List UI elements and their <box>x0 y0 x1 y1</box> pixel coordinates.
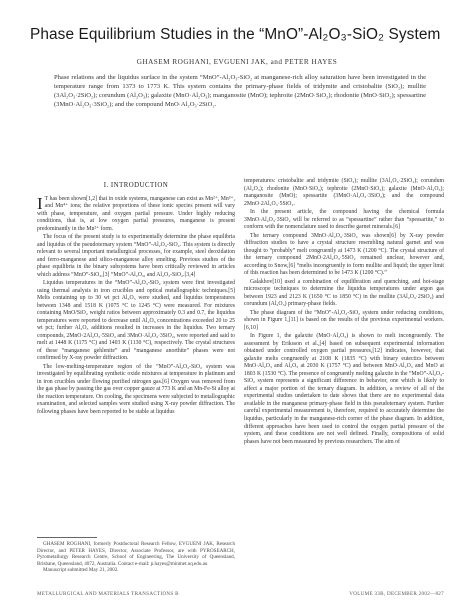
journal-footer: METALLURGICAL AND MATERIALS TRANSACTIONS B <box>37 591 179 597</box>
abstract: Phase relations and the liquidus surface in the system “MnO”-Al₂O₃-SiO₂ at manganese-rich alloy saturation have been investigated in the temperature range from 1373 to 1773 K. This system contains the primary-phase fields of tridymite and cristobalite (SiO₂); mullite (3Al₂O₃·2SiO₂); corundum (Al₂O₃); galaxite (MnO·Al₂O₃); manganosite (MnO); tephroite (2MnO·SiO₂); rhodonite (MnO·SiO₂); spessartine (3MnO·Al₂O₃·3SiO₂); and the compound MnO·Al₂O₃·2SiO₂. <box>54 74 426 108</box>
intro-paragraph-3: Liquidus temperatures in the “MnO”-Al₂O₃-SiO₂ system were first investigated using thermal analysis in iron crucibles and optical metallographic techniques.[5] Melts containing up to 30 wt pct Al₂O₃ were studied, and liquidus temperatures between 1348 and 1518 K (1075 °C to 1245 °C) were measured. For mixtures containing MnO/SiO₂ weight ratios between approximately 0.3 and 0.7, the liquidus temperatures were reported to decrease until Al₂O₃ concentrations exceeded 20 to 25 wt pct; further Al₂O₃ additions resulted in increases in the liquidus. Two ternary compounds, 2MnO·2Al₂O₃·5SiO₂ and 3MnO·Al₂O₃·3SiO₂, were reported and said to melt at 1448 K (1175 °C) and 1403 K (1130 °C), respectively. The crystal structures of these “manganese gehlenite” and “manganese anorthite” phases were not confirmed by X-ray powder diffraction. <box>37 280 235 362</box>
left-column <box>37 182 235 417</box>
section-heading-introduction: I. INTRODUCTION <box>103 182 169 189</box>
intro-paragraph-4: The low-melting-temperature region of the “MnO”-Al₂O₃-SiO₂ system was investigated by equilibrating synthetic oxide mixtures at temperature in platinum and in iron crucibles under flowing purified nitrogen gas.[6] Oxygen was removed from the gas phase by passing the gas over copper gauze at 773 K and an Mn-Fe-Si alloy at the reaction temperature. On cooling, the specimens were subjected to metallographic examination, and selected samples were studied using X-ray powder diffraction. The following phases have been reported to be stable at liquidus <box>37 363 235 415</box>
drop-cap: I <box>37 193 43 213</box>
intro-paragraph-1: I T has been shown[1,2] that in oxide systems, manganese can exist as Mn²⁺, Mn³⁺, and Mn⁴⁺ ions; the relative proportions of these ionic species present will vary with phase, temperature, and oxygen partial pressure. Under highly reducing conditions, that is, at low oxygen partial pressures, manganese is present predominantly in the Mn²⁺ form. <box>37 193 235 232</box>
intro-paragraph-2: The focus of the present study is to experimentally determine the phase equilibria and liquidus of the pseudoternary system “MnO”-Al₂O₃-SiO₂. This system is directly relevant to several important metallurgical processes, for example, steel deoxidation and ferro-manganese and silico-manganese alloy smelting. Previous studies of the phase equilibria in the binary subsystems have been critically reviewed in articles which address “MnO”-SiO₂,[3] “MnO”-Al₂O₃, and Al₂O₃-SiO₂.[3,4] <box>37 234 235 278</box>
body-paragraph-6: In Figure 1, the galaxite (MnO·Al₂O₃) is shown to melt incongruently. The assessment by Eriksson et al.,[4] based on subsequent experimental information obtained under controlled oxygen partial pressures,[12] indicates, however, that galaxite melts congruently at 2108 K (1835 °C) with binary eutectics between MnO·Al₂O₃ and Al₂O₃ at 2030 K (1757 °C) and between MnO·Al₂O₃ and MnO at 1803 K (1530 °C). The presence of congruently melting galaxite in the “MnO”-Al₂O₃-SiO₂ system represents a significant difference in behavior, one which is likely to affect a major portion of the ternary diagram. In addition, a review of all of the experimental studies undertaken to date shows that there are no experimental data available in the manganese primary-phase field in this pseudoternary system. Further careful experimental measurement is, therefore, required to accurately determine the liquidus, particularly in the manganese-rich corner of the phase diagram. In addition, different approaches have been used to control the oxygen partial pressure of the system, and these conditions are not well defined. Finally, compositions of solid phases have not been measured by previous researchers. The aim of <box>244 333 444 445</box>
footnote-manuscript-date: Manuscript submitted May 21, 2002. <box>43 567 119 574</box>
article-title: Phase Equilibrium Studies in the “MnO”-Al₂O₃-SiO₂ System <box>30 26 441 43</box>
body-paragraph-2: In the present article, the compound having the chemical formula 3MnO·Al₂O₃·3SiO₂ will be referred to as “spessartine” rather than “spessartite,” to conform with the nomenclature used to describe garnet minerals.[6] <box>244 209 444 231</box>
right-column <box>244 178 444 447</box>
body-paragraph-1: temperatures: cristobalite and tridymite (SiO₂); mullite (3Al₂O₃·2SiO₂); corundum (Al₂O₃); rhodonite (MnO·SiO₂); tephroite (2MnO·SiO₂); galaxite (MnO·Al₂O₃); manganosite (MnO); spessartite (3MnO·Al₂O₃·3SiO₂); and the compound 2MnO·2Al₂O₃·5SiO₂. <box>244 178 444 207</box>
footnote-divider <box>37 537 97 538</box>
author-list: GHASEM ROGHANI, EVGUENI JAK, and PETER HAYES <box>136 58 338 66</box>
footnote-affiliation: GHASEM ROGHANI, formerly Postdoctoral Research Fellow, EVGUENI JAK, Research Director, and PETER HAYES, Director, Associate Professor, are with PYROSEARCH, Pyrometallurgy Research Centre, School of Engineering, The University of Queensland, Brisbane, Queensland, 4072, Australia. Contact e-mail: p.hayes@minmet.uq.edu.au <box>37 541 235 567</box>
volume-page-footer: VOLUME 33B, DECEMBER 2002—827 <box>349 591 444 597</box>
body-paragraph-5: The phase diagram of the “MnO”-Al₂O₃-SiO₂ system under reducing conditions, shown in Figure 1,[11] is based on the results of the previous experimental workers.[6,10] <box>244 309 444 331</box>
author-footnote <box>37 541 235 574</box>
body-paragraph-4: Galakhov[10] used a combination of equilibration and quenching, and hot-stage microscope techniques to determine the liquidus temperatures under argon gas between 1923 and 2123 K (1650 °C to 1850 °C) in the mullite (3Al₂O₃·2SiO₂) and corundum (Al₂O₃) primary-phase fields. <box>244 278 444 308</box>
body-paragraph-3: The ternary compound 3MnO·Al₂O₃·3SiO₂ was shown[6] by X-ray powder diffraction studies to have a crystal structure resembling natural garnet and was thought to “probably” melt congruently at 1473 K (1200 °C). The crystal structure of the ternary compound 2MnO·2Al₂O₃·5SiO₂ remained unclear, however and, according to Snow,[6] “melts incongruently to form mullite and liquid; the upper limit of this reaction has been determined to be 1473 K (1200 °C).” <box>244 232 444 277</box>
